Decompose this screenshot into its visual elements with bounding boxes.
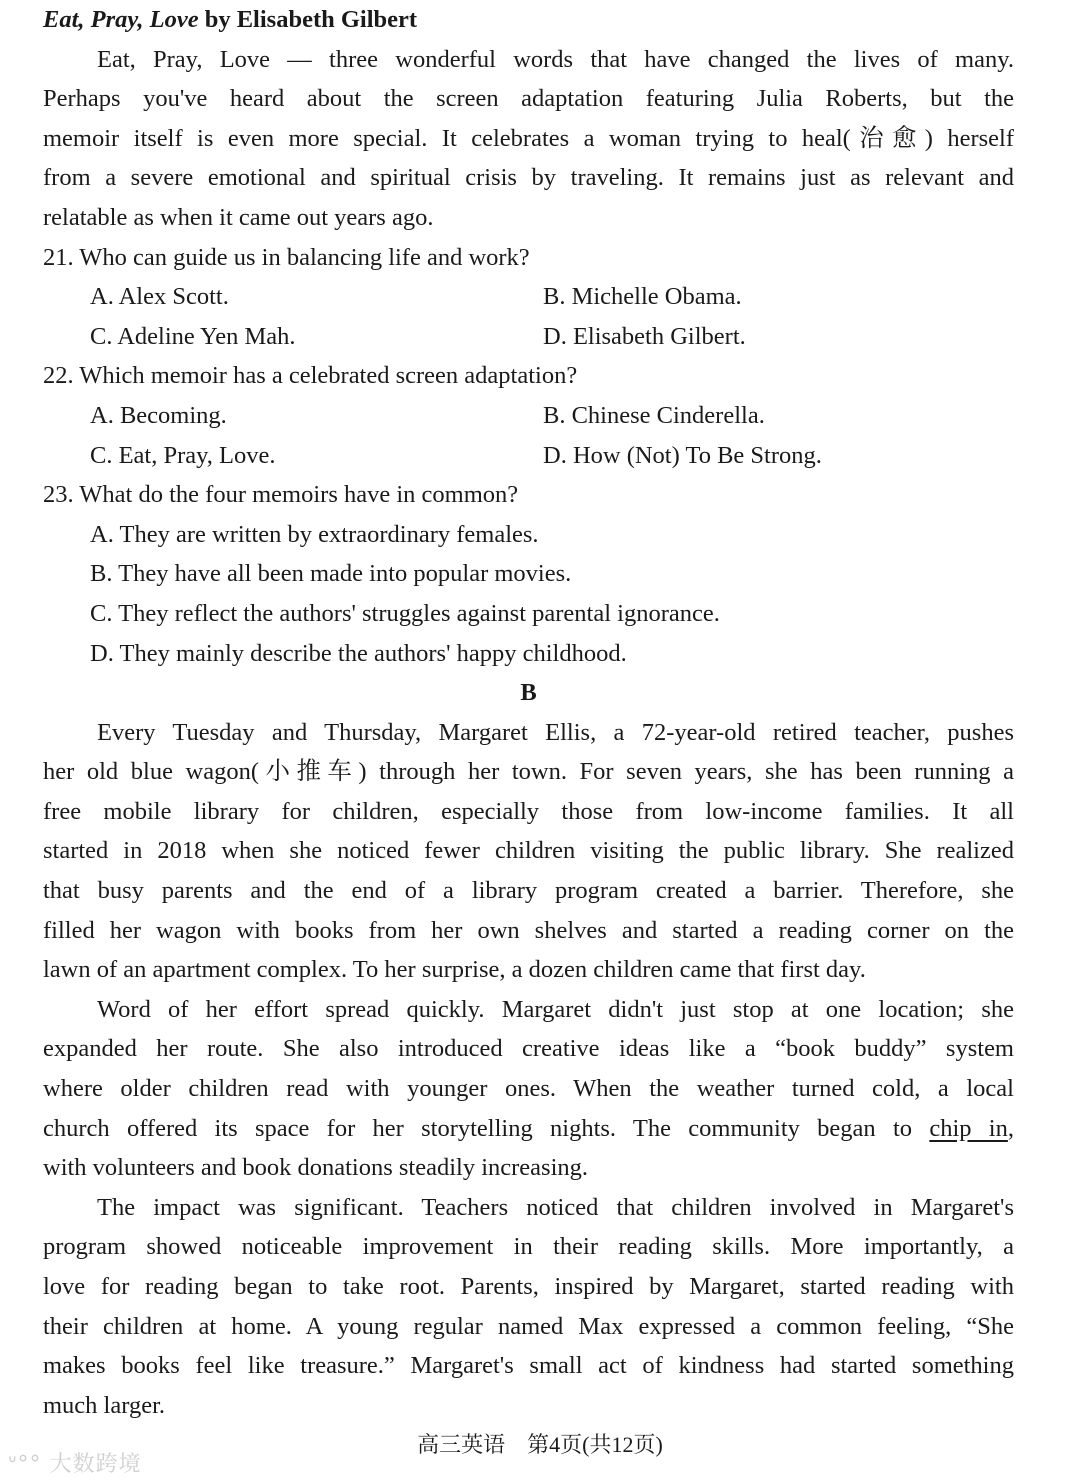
answer-option[interactable]: B. Michelle Obama. bbox=[543, 283, 742, 311]
watermark: ᐡ°° 大数跨境 bbox=[8, 1452, 142, 1477]
exam-page bbox=[43, 0, 1014, 1425]
answer-option[interactable]: C. They reflect the authors' struggles against parental ignorance. bbox=[90, 599, 720, 627]
paragraph-line: lawn of an apartment complex. To her surprise, a dozen children came that first day. bbox=[43, 956, 866, 984]
questions bbox=[43, 238, 1014, 674]
paragraph-line: makes books feel like treasure.” Margaret's small act of kindness had started something bbox=[43, 1352, 1014, 1380]
intro-paragraph bbox=[43, 40, 1014, 238]
section-heading: B bbox=[520, 679, 537, 707]
paragraph-3 bbox=[43, 1188, 1014, 1426]
paragraph-line: free mobile library for children, especially those from low-income families. It all bbox=[43, 797, 1014, 825]
paragraph-line: memoir itself is even more special. It celebrates a woman trying to heal(治愈) herself bbox=[43, 124, 1014, 152]
paragraph-line: program showed noticeable improvement in their reading skills. More importantly, a bbox=[43, 1233, 1014, 1261]
option-row bbox=[43, 277, 1014, 317]
text: , bbox=[1007, 1114, 1014, 1142]
answer-option[interactable]: A. They are written by extraordinary females. bbox=[90, 520, 539, 548]
paragraph-line: with volunteers and book donations steadily increasing. bbox=[43, 1154, 589, 1182]
answer-option[interactable]: C. Eat, Pray, Love. bbox=[90, 441, 276, 469]
paragraph-line: Every Tuesday and Thursday, Margaret Ellis, a 72-year-old retired teacher, pushes bbox=[97, 718, 1014, 746]
book-author: by Elisabeth Gilbert bbox=[198, 6, 418, 33]
paragraph-line: Eat, Pray, Love — three wonderful words that have changed the lives of many. bbox=[97, 45, 1014, 73]
question-stem: 23. What do the four memoirs have in common? bbox=[43, 481, 519, 509]
text: church offered its space for her storytelling nights. The community began to bbox=[43, 1114, 930, 1142]
answer-option[interactable]: B. Chinese Cinderella. bbox=[543, 401, 765, 429]
underlined-phrase: chip in bbox=[929, 1114, 1008, 1142]
watermark-text: 大数跨境 bbox=[49, 1452, 142, 1477]
answer-option[interactable]: D. How (Not) To Be Strong. bbox=[543, 441, 822, 469]
paragraph-line: her old blue wagon(小推车) through her town. For seven years, she has been running a bbox=[43, 758, 1014, 786]
paragraph-line: filled her wagon with books from her own shelves and started a reading corner on the bbox=[43, 916, 1014, 944]
paragraph-line: The impact was significant. Teachers noticed that children involved in Margaret's bbox=[97, 1193, 1014, 1221]
paragraph-line: Word of her effort spread quickly. Margaret didn't just stop at one location; she bbox=[97, 995, 1014, 1023]
answer-option[interactable]: D. They mainly describe the authors' happy childhood. bbox=[90, 639, 627, 667]
option-row bbox=[43, 317, 1014, 357]
paragraph-line: from a severe emotional and spiritual crisis by traveling. It remains just as relevant and bbox=[43, 164, 1014, 192]
paragraph-line bbox=[43, 1109, 1014, 1149]
answer-option[interactable]: C. Adeline Yen Mah. bbox=[90, 322, 296, 350]
question-stem: 21. Who can guide us in balancing life and work? bbox=[43, 243, 530, 271]
paragraph-line: much larger. bbox=[43, 1391, 166, 1419]
answer-option[interactable]: D. Elisabeth Gilbert. bbox=[543, 322, 746, 350]
question-stem: 22. Which memoir has a celebrated screen adaptation? bbox=[43, 362, 578, 390]
page-footer: 高三英语 第4页(共12页) bbox=[417, 1432, 663, 1457]
answer-option[interactable]: A. Alex Scott. bbox=[90, 283, 229, 311]
book-title: Eat, Pray, Love bbox=[43, 6, 199, 33]
paragraph-line: relatable as when it came out years ago. bbox=[43, 203, 434, 231]
paragraph-1 bbox=[43, 713, 1014, 990]
paragraph-line: their children at home. A young regular named Max expressed a common feeling, “She bbox=[43, 1312, 1014, 1340]
answer-option[interactable]: B. They have all been made into popular movies. bbox=[90, 560, 572, 588]
paragraph-line: started in 2018 when she noticed fewer children visiting the public library. She realized bbox=[43, 837, 1014, 865]
paragraph-line: expanded her route. She also introduced creative ideas like a “book buddy” system bbox=[43, 1035, 1014, 1063]
paragraph-2 bbox=[43, 990, 1014, 1109]
paragraph-line: where older children read with younger ones. When the weather turned cold, a local bbox=[43, 1075, 1014, 1103]
passage-title bbox=[43, 0, 1014, 40]
paragraph-line: Perhaps you've heard about the screen adaptation featuring Julia Roberts, but the bbox=[43, 85, 1014, 113]
paragraph-line: love for reading began to take root. Parents, inspired by Margaret, started reading with bbox=[43, 1273, 1014, 1300]
option-row bbox=[43, 396, 1014, 436]
answer-option[interactable]: A. Becoming. bbox=[90, 401, 227, 429]
paragraph-line: that busy parents and the end of a library program created a barrier. Therefore, she bbox=[43, 877, 1014, 905]
option-row bbox=[43, 436, 1014, 476]
